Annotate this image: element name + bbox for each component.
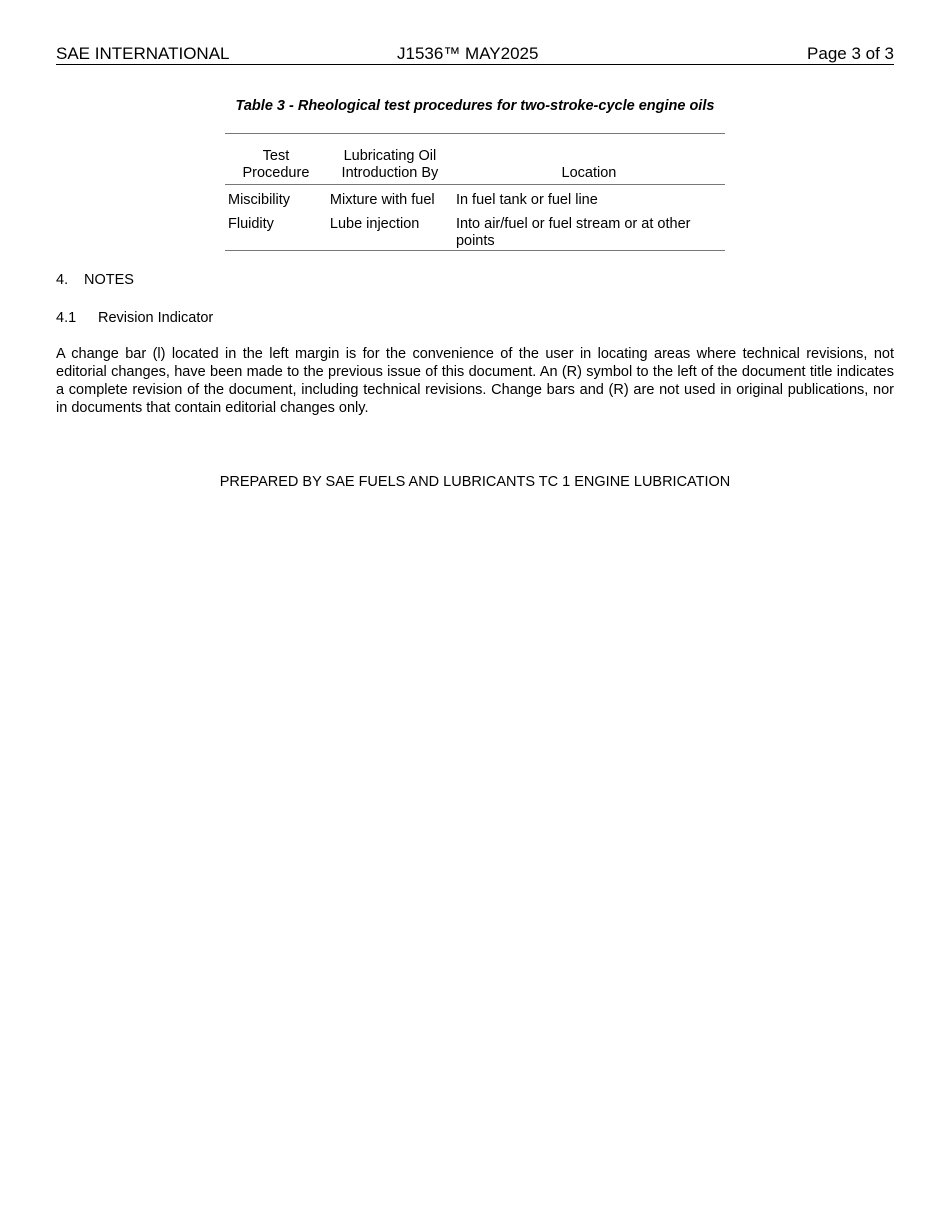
rheological-test-table bbox=[225, 133, 725, 251]
subsection-title: Revision Indicator bbox=[98, 310, 214, 326]
header-org: SAE INTERNATIONAL bbox=[56, 44, 230, 63]
table-row bbox=[225, 216, 725, 251]
header-page-number: Page 3 of 3 bbox=[807, 44, 894, 63]
cell-introduction: Lube injection bbox=[327, 216, 453, 251]
cell-location: In fuel tank or fuel line bbox=[455, 192, 598, 208]
cell-introduction: Mixture with fuel bbox=[329, 192, 435, 208]
cell-location: Into air/fuel or fuel stream or at other points bbox=[453, 216, 725, 251]
prepared-by-statement: PREPARED BY SAE FUELS AND LUBRICANTS TC 1 ENGINE LUBRICATION bbox=[219, 474, 731, 490]
subsection-heading-revision-indicator bbox=[56, 309, 213, 327]
table-caption: Table 3 - Rheological test procedures for two-stroke-cycle engine oils bbox=[235, 98, 715, 114]
revision-indicator-paragraph: A change bar (l) located in the left margin is for the convenience of the user in locating areas where technical revisions, not editorial changes, have been made to the previous issue of this document. An (R) symbol to the left of the document title indicates a complete revision of the document, including technical revisions. Change bars and (R) are not used in original publications, nor in documents that contain editorial changes only. bbox=[56, 346, 894, 416]
subsection-number: 4.1 bbox=[56, 310, 77, 326]
section-number: 4. bbox=[56, 272, 69, 288]
table-header-row bbox=[225, 148, 725, 185]
table-row bbox=[225, 185, 725, 217]
column-header-location: Location bbox=[453, 148, 725, 185]
column-header-introduction: Lubricating Oil Introduction By bbox=[327, 148, 453, 185]
cell-test: Fluidity bbox=[225, 216, 327, 251]
column-header-test-procedure: Test Procedure bbox=[225, 148, 327, 185]
cell-test: Miscibility bbox=[228, 192, 291, 208]
section-title: NOTES bbox=[84, 272, 134, 288]
header-doc-id: J1536™ MAY2025 bbox=[397, 44, 539, 63]
section-heading-notes bbox=[56, 271, 134, 289]
page-header bbox=[56, 44, 894, 65]
